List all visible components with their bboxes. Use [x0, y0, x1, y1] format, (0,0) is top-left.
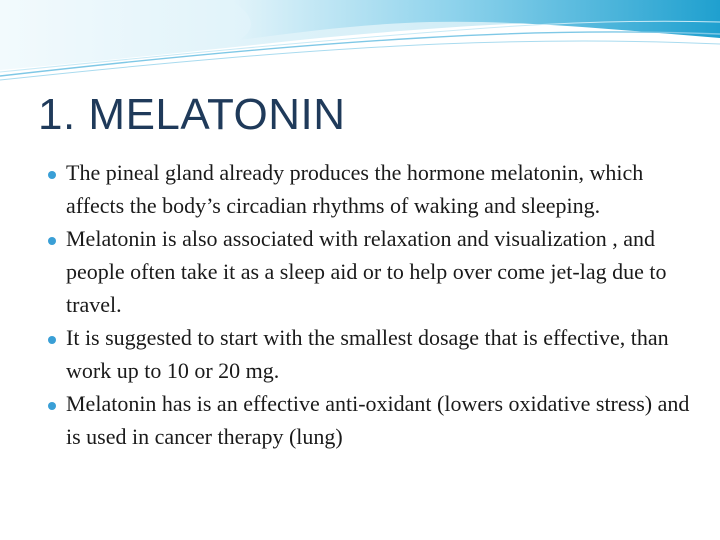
- bullet-text: It is suggested to start with the smallest dosage that is effective, than work up to 10 or 20 mg.: [66, 325, 669, 383]
- bullet-marker-icon: [48, 171, 56, 179]
- bullet-text: Melatonin has is an effective anti-oxidant (lowers oxidative stress) and is used in cancer therapy (lung): [66, 391, 690, 449]
- decorative-wave-header: [0, 0, 720, 90]
- bullet-list: [46, 156, 696, 453]
- bullet-marker-icon: [48, 336, 56, 344]
- bullet-marker-icon: [48, 402, 56, 410]
- bullet-marker-icon: [48, 237, 56, 245]
- bullet-text: The pineal gland already produces the hormone melatonin, which affects the body’s circadian rhythms of waking and sleeping.: [66, 160, 644, 218]
- bullet-item: [46, 321, 696, 387]
- bullet-item: [46, 222, 696, 321]
- bullet-item: [46, 387, 696, 453]
- bullet-text: Melatonin is also associated with relaxation and visualization , and people often take it as a sleep aid or to help over come jet-lag due to travel.: [66, 226, 667, 317]
- slide-title: 1. MELATONIN: [38, 90, 346, 139]
- bullet-item: [46, 156, 696, 222]
